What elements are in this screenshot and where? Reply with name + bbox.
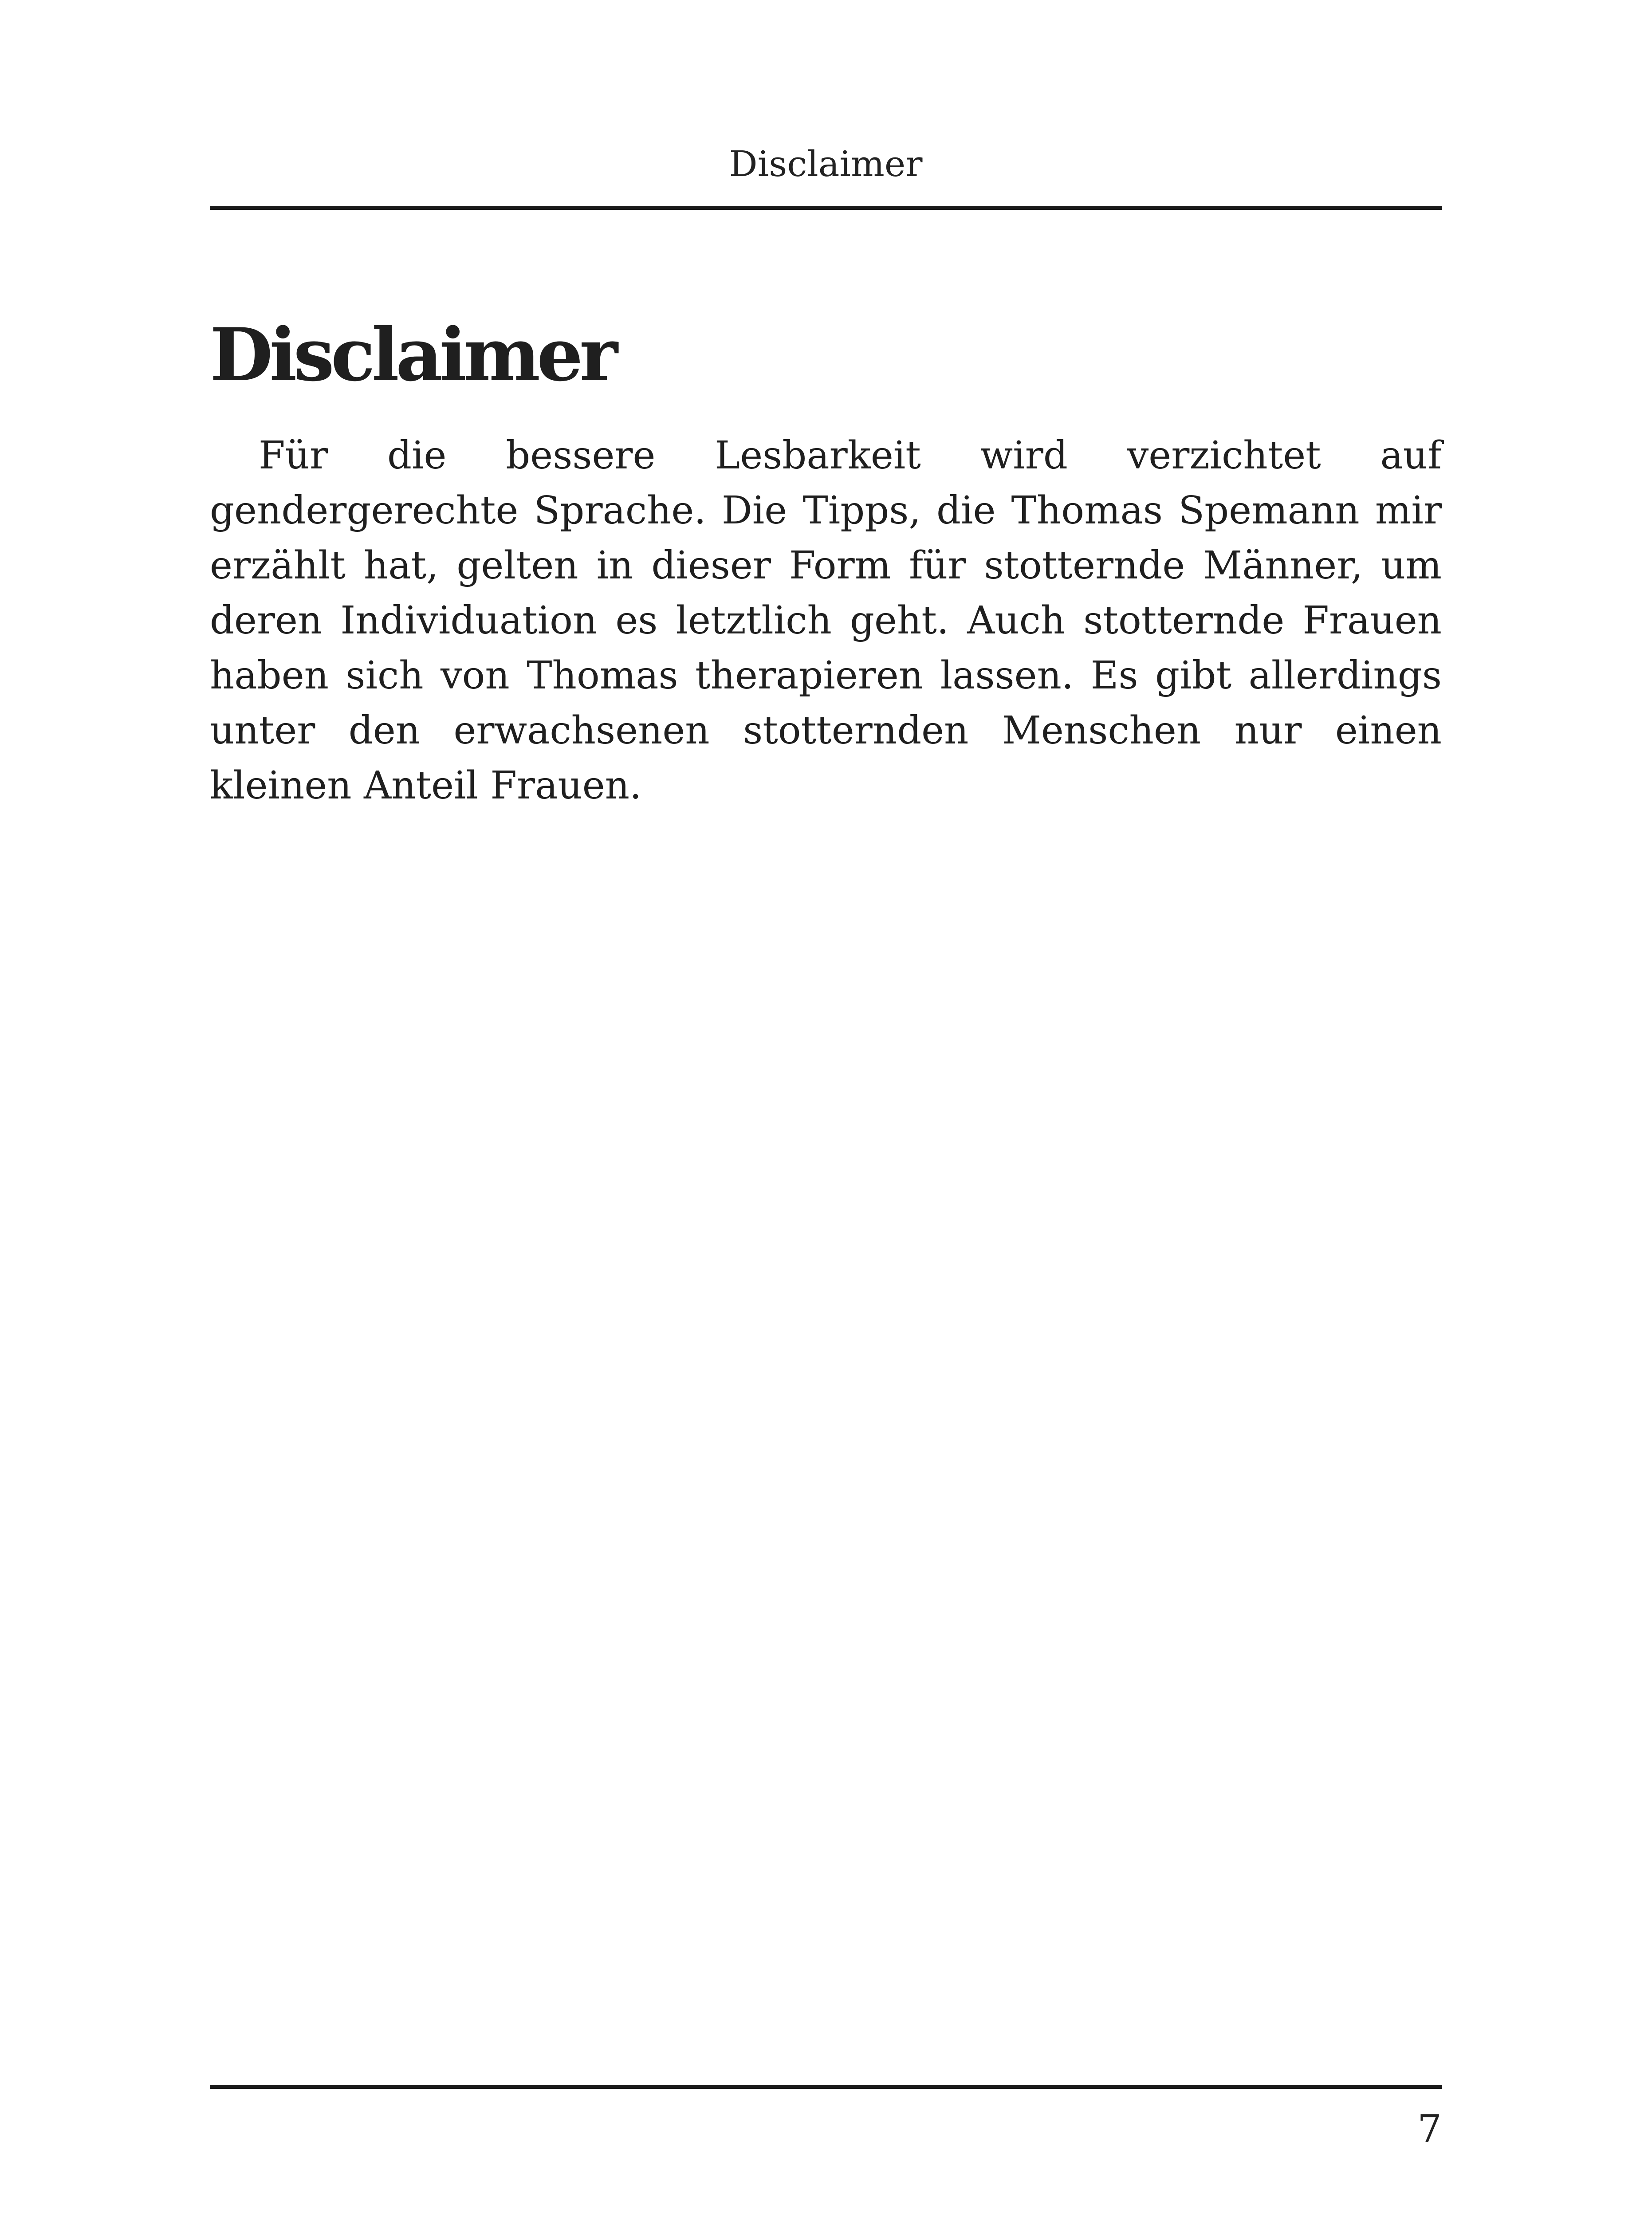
footer-rule	[210, 2085, 1442, 2089]
page-number: 7	[1417, 2107, 1442, 2151]
body-paragraph: Für die bessere Lesbarkeit wird verzichtet auf gendergerechte Sprache. Die Tipps, die Thomas Spemann mir erzählt hat, gelten in dieser Form für stotternde Männer, um deren Individuation es letztlich geht. Auch stotternde Frauen haben sich von Thomas therapieren lassen. Es gibt allerdings unter den erwachsenen stotternden Menschen nur einen kleinen Anteil Frauen.	[210, 433, 1442, 808]
running-header: Disclaimer	[729, 143, 923, 185]
header-rule	[210, 206, 1442, 210]
chapter-title: Disclaimer	[210, 312, 614, 397]
